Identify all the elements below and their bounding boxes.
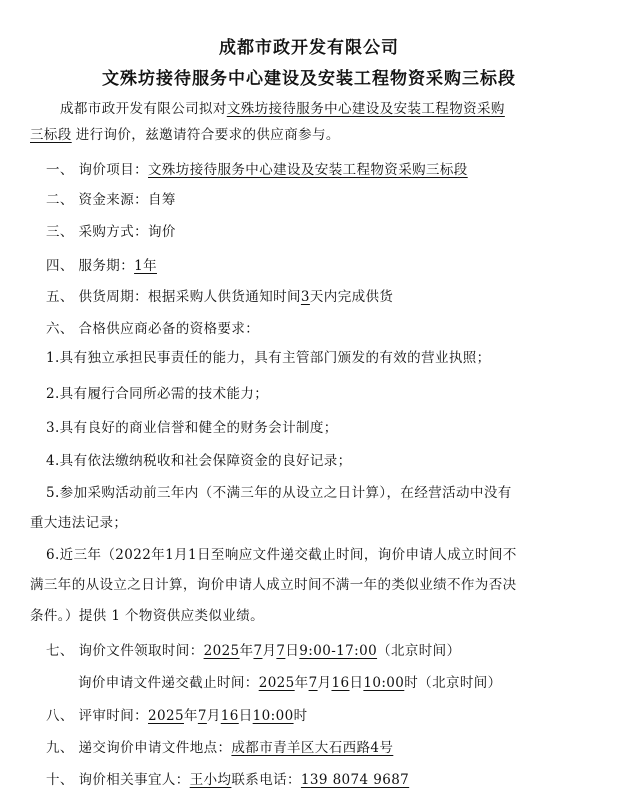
item-8-month-unit: 月 xyxy=(206,708,221,724)
item-10-phone-label: 联系电话： xyxy=(231,772,301,788)
requirement-4: 4.具有依法缴纳税收和社会保障资金的良好记录； xyxy=(46,453,352,469)
deadline-day: 16 xyxy=(331,675,350,691)
item-8-time: 10:00 xyxy=(252,708,294,724)
deadline-year-unit: 年 xyxy=(294,675,309,691)
item-7 xyxy=(46,641,460,661)
item-8-hour-unit: 时 xyxy=(293,708,308,724)
item-5-label: 五、 供货周期： xyxy=(46,289,148,305)
requirement-3: 3.具有良好的商业信誉和健全的财务会计制度； xyxy=(46,420,338,436)
item-5-pre: 根据采购人供货通知时间 xyxy=(148,289,301,305)
item-7-month: 7 xyxy=(253,643,263,659)
item-7-day: 7 xyxy=(276,643,286,659)
item-10 xyxy=(46,770,409,790)
item-3-value: 询价 xyxy=(148,224,176,240)
item-7-year-unit: 年 xyxy=(239,643,254,659)
item-3 xyxy=(46,222,176,242)
intro-line-2 xyxy=(30,125,340,145)
item-7-day-unit: 日 xyxy=(285,643,300,659)
item-7-year: 2025 xyxy=(203,643,240,659)
item-10-phone: 139 8074 9687 xyxy=(300,772,410,788)
deadline-year: 2025 xyxy=(258,675,295,691)
item-7-timezone: （北京时间） xyxy=(377,643,461,659)
item-7-time: 9:00-17:00 xyxy=(299,643,378,659)
item-4 xyxy=(46,256,157,276)
item-8-day: 16 xyxy=(220,708,239,724)
requirement-2: 2.具有履行合同所必需的技术能力； xyxy=(46,386,269,402)
deadline-timezone: 时（北京时间） xyxy=(404,675,502,691)
item-2-value: 自筹 xyxy=(148,192,176,208)
item-8-day-unit: 日 xyxy=(238,708,253,724)
item-1-value: 文殊坊接待服务中心建设及安装工程物资采购三标段 xyxy=(148,162,468,178)
item-1-label: 一、 询价项目： xyxy=(46,162,148,178)
requirement-5-line-2: 重大违法记录； xyxy=(30,515,128,531)
deadline-month: 7 xyxy=(308,675,318,691)
requirement-6-line-3: 条件。）提供 1 个物资供应类似业绩。 xyxy=(30,608,265,624)
item-9-address: 成都市青羊区大石西路4号 xyxy=(231,740,394,756)
item-9 xyxy=(46,738,393,758)
project-title: 文殊坊接待服务中心建设及安装工程物资采购三标段 xyxy=(102,69,516,89)
item-8 xyxy=(46,706,307,726)
company-title: 成都市政开发有限公司 xyxy=(219,38,399,58)
item-10-label: 十、 询价相关事宜人： xyxy=(46,772,190,788)
item-8-year: 2025 xyxy=(148,708,184,724)
item-4-value: 1年 xyxy=(134,258,157,274)
item-8-label: 八、 评审时间： xyxy=(46,708,148,724)
deadline-time: 10:00 xyxy=(363,675,405,691)
intro-project-part1: 文殊坊接待服务中心建设及安装工程物资采购 xyxy=(226,101,505,117)
item-10-contact: 王小均 xyxy=(189,772,232,788)
item-2-label: 二、 资金来源： xyxy=(46,192,148,208)
intro-lead: 成都市政开发有限公司拟对 xyxy=(60,101,227,117)
item-8-year-unit: 年 xyxy=(183,708,198,724)
item-6 xyxy=(46,319,259,339)
item-1 xyxy=(46,160,468,180)
intro-line-1 xyxy=(60,99,505,119)
intro-project-part2: 三标段 xyxy=(30,127,72,143)
item-4-label: 四、 服务期： xyxy=(46,258,135,274)
requirement-6-line-2: 满三年的从设立之日计算，询价申请人成立时间不满一年的类似业绩不作为否决 xyxy=(30,577,517,593)
deadline-label: 询价申请文件递交截止时间： xyxy=(78,675,259,691)
item-5-post: 天内完成供货 xyxy=(309,289,394,305)
intro-tail: 进行询价，兹邀请符合要求的供应商参与。 xyxy=(75,127,340,143)
item-3-label: 三、 采购方式： xyxy=(46,224,148,240)
deadline-day-unit: 日 xyxy=(349,675,364,691)
item-2 xyxy=(46,190,176,210)
item-8-month: 7 xyxy=(197,708,207,724)
requirement-5-line-1: 5.参加采购活动前三年内（不满三年的从设立之日计算），在经营活动中没有 xyxy=(46,485,512,501)
item-7-month-unit: 月 xyxy=(262,643,277,659)
item-6-label: 六、 合格供应商必备的资格要求： xyxy=(46,321,260,337)
item-5 xyxy=(46,287,393,307)
item-7-label: 七、 询价文件领取时间： xyxy=(46,643,204,659)
item-9-label: 九、 递交询价申请文件地点： xyxy=(46,740,232,756)
requirement-1: 1.具有独立承担民事责任的能力，具有主管部门颁发的有效的营业执照； xyxy=(46,350,491,366)
requirement-6-line-1: 6.近三年（2022年1月1日至响应文件递交截止时间，询价申请人成立时间不 xyxy=(46,547,517,563)
item-5-value: 3 xyxy=(300,289,310,305)
deadline-month-unit: 月 xyxy=(317,675,332,691)
item-7-deadline xyxy=(78,673,502,693)
